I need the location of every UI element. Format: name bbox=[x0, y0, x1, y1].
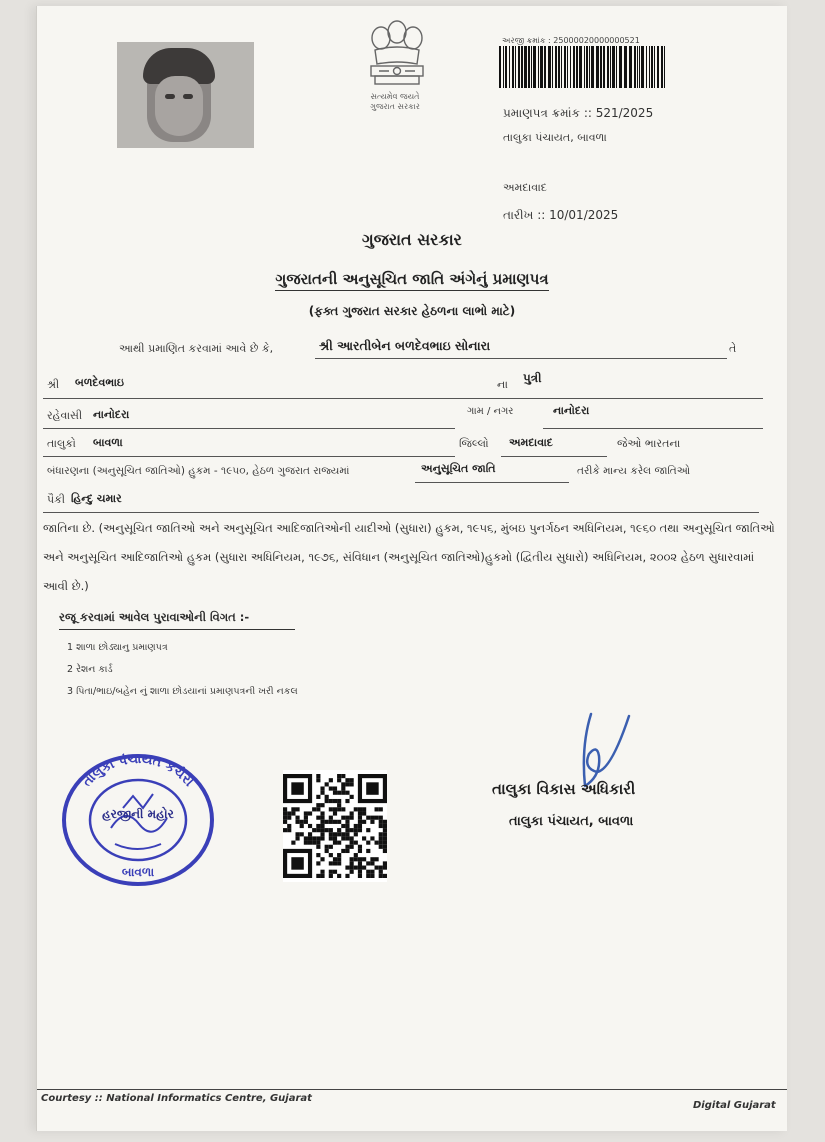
qr-code bbox=[283, 770, 387, 882]
certify-label: આથી પ્રમાણિત કરવામાં આવે છે કે, bbox=[119, 342, 274, 355]
certificate-number: પ્રમાણપત્ર ક્રમાંક :: 521/2025 bbox=[503, 106, 654, 120]
government-heading: ગુજરાત સરકાર bbox=[362, 230, 462, 249]
district-value: અમદાવાદ bbox=[509, 436, 553, 449]
name-suffix: તે bbox=[729, 342, 737, 355]
issuing-office: તાલુકા પંચાયત, બાવળા bbox=[503, 131, 607, 144]
district-underline bbox=[501, 456, 607, 457]
svg-text:તાલુકા પંચાયત કચેરી bbox=[80, 752, 198, 790]
village-label: ગામ / નગર bbox=[467, 406, 514, 417]
relation: પુત્રી bbox=[523, 371, 542, 385]
taluka-value: બાવળા bbox=[93, 436, 123, 449]
document-item: 2 રેશન કાર્ડ bbox=[67, 664, 113, 675]
category-underline bbox=[415, 482, 569, 483]
document-item: 1 શાળા છોડ્યાનુ પ્રમાણપત્ર bbox=[67, 642, 168, 653]
resident-underline bbox=[43, 428, 455, 429]
constitution-label: બંધારણના (અનુસૂચિત જાતિઓ) હુકમ - ૧૯૫૦, હેઠળ ગુજરાત રાજ્યમાં bbox=[47, 465, 350, 477]
district-label: જિલ્લો bbox=[459, 437, 489, 450]
office-seal bbox=[57, 748, 219, 888]
signatory-office: તાલુકા પંચાયત, બાવળા bbox=[509, 814, 634, 829]
footer-courtesy: Courtesy :: National Informatics Centre, Gujarat bbox=[41, 1093, 312, 1104]
state-emblem-icon bbox=[355, 14, 439, 92]
row2-underline bbox=[43, 398, 763, 399]
resident-label: રહેવાસી bbox=[47, 409, 83, 422]
emblem-caption-line1: સત્યમેવ જયતે bbox=[370, 92, 420, 101]
caste-underline bbox=[43, 512, 759, 513]
recognized-label: તરીકે માન્ય કરેલ જાતિઓ bbox=[577, 465, 691, 477]
father-name: બળદેવભાઇ bbox=[75, 376, 124, 389]
india-label: જેઓ ભારતના bbox=[617, 437, 681, 450]
emblem-caption-line2: ગુજરાત સરકાર bbox=[370, 102, 420, 111]
category-value: અનુસૂચિત જાતિ bbox=[421, 462, 496, 475]
seal-bottom-text: બાવળા bbox=[121, 865, 155, 879]
emblem-caption bbox=[335, 92, 455, 112]
signatory-designation: તાલુકા વિકાસ અધિકારી bbox=[492, 780, 636, 798]
footer-digital-gujarat: Digital Gujarat bbox=[693, 1100, 776, 1111]
documents-title: રજૂ કરવામાં આવેલ પુરાવાઓની વિગત :- bbox=[59, 610, 295, 630]
taluka-label: તાલુકો bbox=[47, 437, 76, 450]
certificate-page bbox=[36, 6, 787, 1131]
seal-inner-text: હરજીની મહોર bbox=[102, 807, 174, 821]
applicant-name: શ્રી આરતીબેન બળદેવભાઇ સોનારા bbox=[319, 338, 491, 353]
footer-divider bbox=[37, 1089, 787, 1090]
shri-label: શ્રી bbox=[47, 378, 60, 391]
name-underline bbox=[315, 358, 727, 359]
peta-label: પૈકી bbox=[47, 493, 66, 506]
officer-signature bbox=[541, 706, 641, 816]
document-item: 3 પિતા/ભાઇ/બહેન નું શાળા છોડયાનાં પ્રમાણપત્રની ખરી નકલ bbox=[67, 686, 298, 697]
certificate-title bbox=[37, 270, 787, 288]
resident-value: નાનોદરા bbox=[93, 408, 130, 421]
village-value: નાનોદરા bbox=[553, 404, 590, 417]
district-name: અમદાવાદ bbox=[503, 181, 547, 194]
application-serial: અરજી ક્રમાંક : 25000020000000521 bbox=[502, 36, 640, 45]
certificate-title-text: ગુજરાતની અનુસૂચિત જાતિ અંગેનું પ્રમાણપત્ર bbox=[275, 270, 548, 291]
applicant-photo bbox=[117, 42, 254, 148]
issue-date: તારીખ :: 10/01/2025 bbox=[503, 208, 619, 222]
seal-outer-text: તાલુકા પંચાયત કચેરી bbox=[79, 751, 197, 790]
taluka-underline bbox=[43, 456, 455, 457]
legal-paragraph: જાતિના છે. (અનુસૂચિત જાતિઓ અને અનુસૂચિત આદિજાતિઓની યાદીઓ (સુધારા) હુકમ, ૧૯૫૬, મુંબઇ પુનર્ગઠન અધિનિયમ, ૧૯૬૦ તથા અનુસૂચિત જાતિઓ અને અનુસૂચિત આદિજાતિઓ હુકમ (સુધારા અધિનિયમ, ૧૯૭૬, સંવિધાન (અનુસૂચિત જાતિઓ)હુકમો (દ્વિતીય સુધારો) અધિનિયમ, ૨૦૦૨ હેઠળ સુધારવામાં આવી છે.) bbox=[43, 521, 775, 593]
certificate-subtitle: (ફક્ત ગુજરાત સરકાર હેઠળના લાભો માટે) bbox=[308, 304, 516, 318]
na-label: ના bbox=[497, 378, 508, 391]
village-underline bbox=[543, 428, 763, 429]
caste-value: હિન્દુ ચમાર bbox=[71, 492, 122, 505]
barcode bbox=[499, 46, 669, 88]
